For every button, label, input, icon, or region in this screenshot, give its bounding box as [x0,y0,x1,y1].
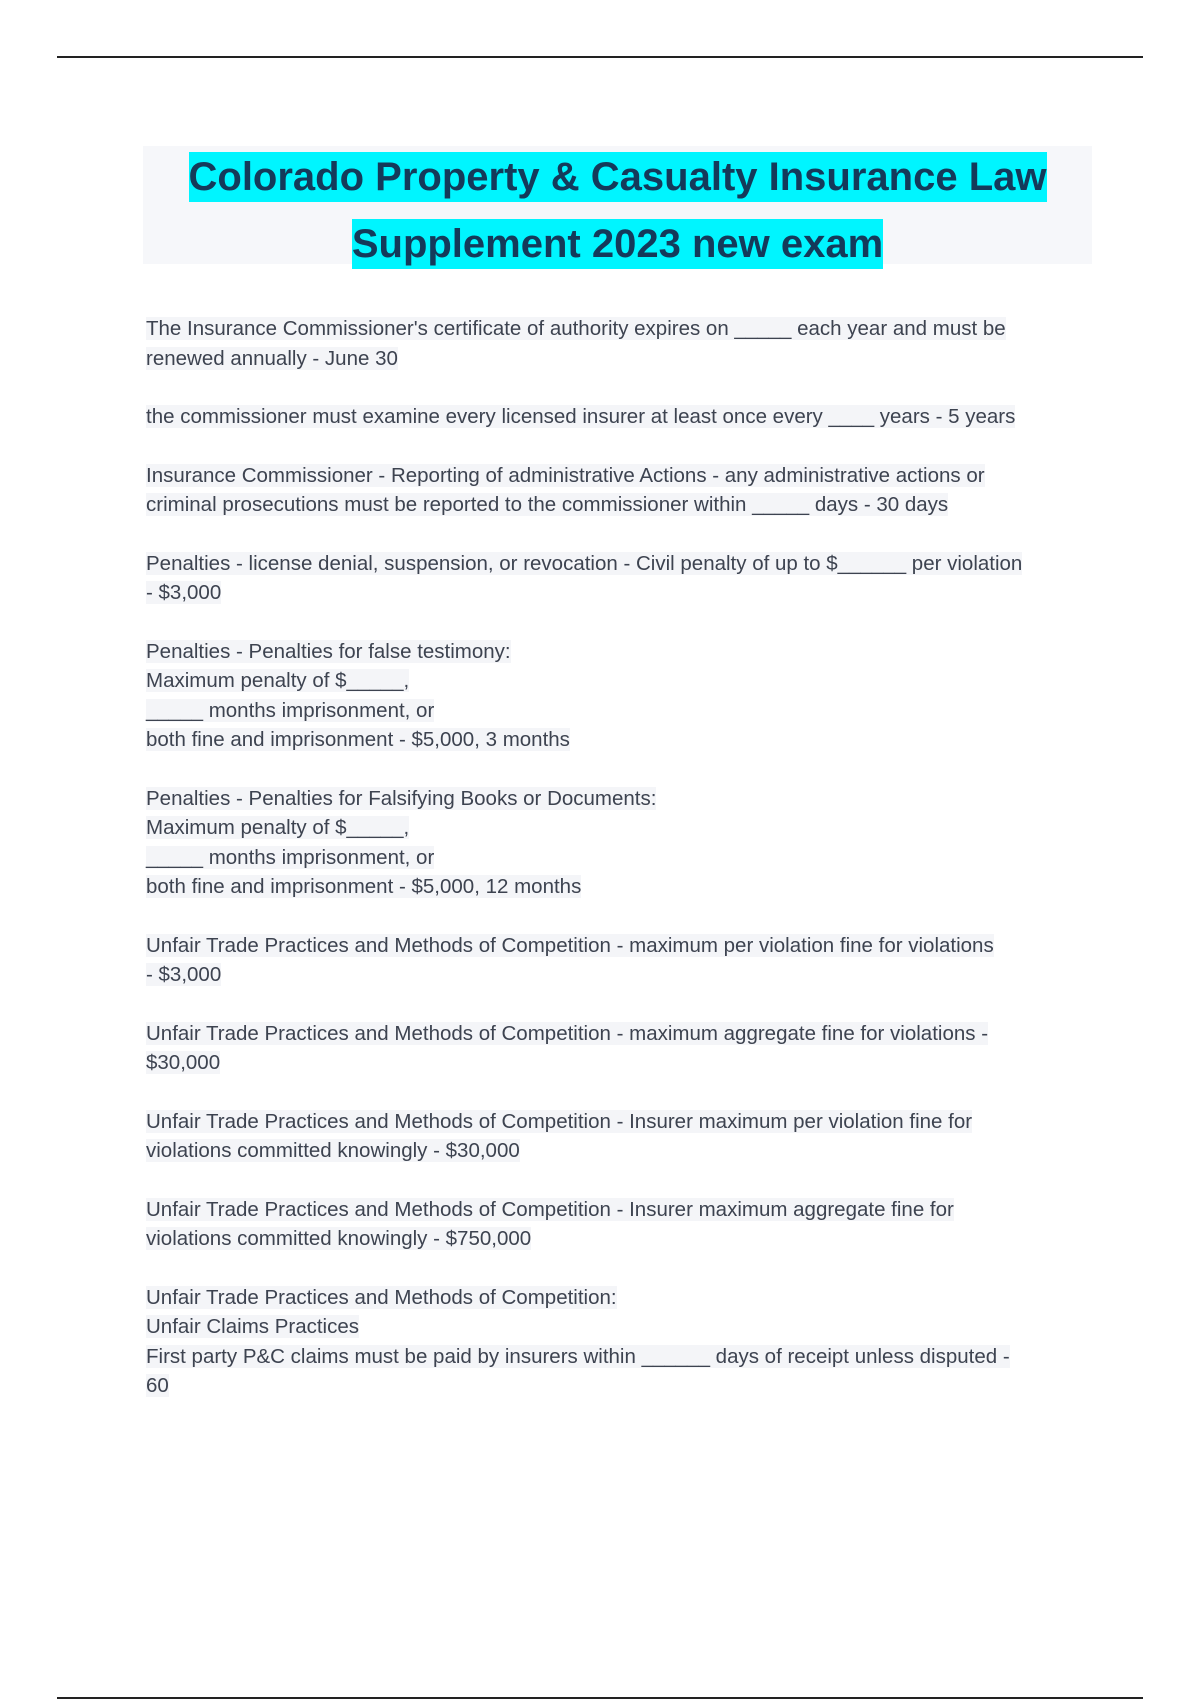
qa-line: renewed annually - June 30 [146,346,398,370]
qa-line: 60 [146,1374,169,1397]
qa-line: Penalties - Penalties for Falsifying Books or Documents: [146,786,657,810]
qa-item [146,1019,1086,1078]
qa-line: Unfair Trade Practices and Methods of Competition - maximum aggregate fine for violations - [146,1021,989,1045]
qa-item [146,784,1086,902]
qa-line: - $3,000 [146,963,222,986]
qa-item [146,931,1086,990]
document-title [143,146,1092,264]
qa-item [146,1107,1086,1166]
qa-line: $30,000 [146,1051,221,1074]
qa-item [146,637,1086,755]
qa-line: the commissioner must examine every licensed insurer at least once every ____ years - 5 years [146,405,1016,428]
qa-item [146,1283,1086,1401]
title-line-1: Colorado Property & Casualty Insurance Law [143,148,1092,215]
top-rule [57,56,1143,58]
qa-line: Penalties - license denial, suspension, or revocation - Civil penalty of up to $______ per violation [146,551,1023,575]
qa-line: criminal prosecutions must be reported to the commissioner within _____ days - 30 days [146,493,949,516]
title-line-2: Supplement 2023 new exam [143,215,1092,282]
qa-line: Maximum penalty of $_____, [146,669,410,692]
qa-item [146,549,1086,608]
qa-item [146,402,1086,432]
qa-line: violations committed knowingly - $750,000 [146,1227,532,1250]
qa-line: both fine and imprisonment - $5,000, 3 months [146,728,570,751]
qa-line: Unfair Trade Practices and Methods of Competition - Insurer maximum per violation fine for [146,1109,973,1133]
qa-line: violations committed knowingly - $30,000 [146,1139,520,1162]
qa-line: Unfair Trade Practices and Methods of Competition: [146,1285,617,1309]
qa-line: both fine and imprisonment - $5,000, 12 months [146,875,582,898]
bottom-rule [57,1697,1143,1699]
qa-item [146,461,1086,520]
qa-line: Unfair Trade Practices and Methods of Competition - maximum per violation fine for violations [146,933,994,957]
qa-item [146,314,1086,373]
qa-line: Maximum penalty of $_____, [146,816,410,839]
qa-line: Unfair Claims Practices [146,1315,360,1338]
qa-line: Penalties - Penalties for false testimony: [146,639,511,663]
qa-line: _____ months imprisonment, or [146,698,435,722]
qa-line: - $3,000 [146,581,222,604]
qa-item [146,1195,1086,1254]
qa-line: _____ months imprisonment, or [146,845,435,869]
qa-line: The Insurance Commissioner's certificate of authority expires on _____ each year and must be [146,317,1006,340]
question-answer-list [146,314,1086,1430]
qa-line: Insurance Commissioner - Reporting of administrative Actions - any administrative actions or [146,463,985,487]
qa-line: First party P&C claims must be paid by insurers within ______ days of receipt unless disputed - [146,1344,1010,1368]
qa-line: Unfair Trade Practices and Methods of Competition - Insurer maximum aggregate fine for [146,1197,954,1221]
